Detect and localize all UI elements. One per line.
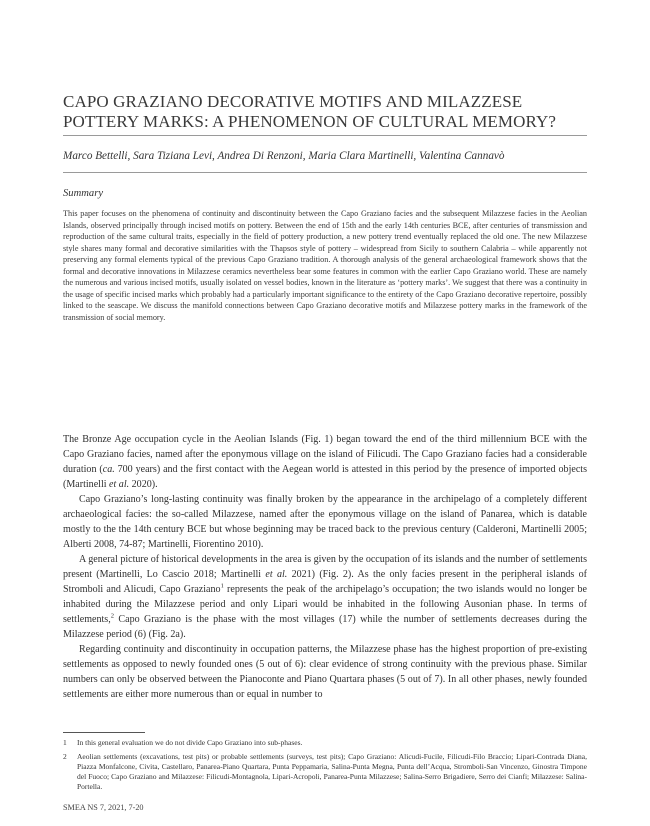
authors-rule [63, 172, 587, 173]
footnote-ref-1[interactable]: 1 [220, 582, 224, 590]
author-list: Marco Bettelli, Sara Tiziana Levi, Andrea Di Renzoni, Maria Clara Martinelli, Valentina Cannavò [63, 150, 505, 162]
footnote-number: 2 [63, 752, 67, 761]
summary-heading: Summary [63, 188, 104, 199]
footnote-ref-2[interactable]: 2 [110, 612, 114, 620]
paragraph-3: A general picture of historical developments in the area is given by the occupation of its islands and the number of settlements present (Martinelli, Lo Cascio 2018; Martinelli et al. 2021) (Fig. 2). As the only facies present in the peripheral islands of Stromboli and Alicudi, Capo Graziano$^1$ represents the peak of the archipelago’s occupation; the two islands would no longer be inhabited during the Milazzese period and only Lipari would be inhabited in the following Ausonian phase. In terms of settlements,$^2$ Capo Graziano is the phase with the most villages (17) while the number of settlements decreases during the Milazzese period (6) (Fig. 2a). [63, 554, 587, 640]
footnote-number: 1 [63, 738, 67, 747]
paragraph-1: The Bronze Age occupation cycle in the Aeolian Islands (Fig. 1) began toward the end of the third millennium BCE with the Capo Graziano facies, named after the eponymous village on the island of Filicudi. The Capo Graziano facies had a considerable duration (ca. 700 years) and the first contact with the Aegean world is attested in this period by the presence of imported objects (Martinelli et al. 2020). [63, 434, 587, 490]
journal-citation: SMEA NS 7, 2021, 7-20 [63, 803, 144, 812]
footnote-text: Aeolian settlements (excavations, test pits) or probable settlements (surveys, test pits); Capo Graziano: Alicudi-Fucile, Filicudi-Filo Braccio; Lipari-Contrada Diana, Piazza Monfalcone, Civita, Castellaro, Panarea-Piano Quartara, Punta Peppamaria, Salina-Punta Megna, Punta dell’Acqua, Stromboli-San Vincenzo, Ginostra Timpone del Fuoco; Capo Graziano and Milazzese: Filicudi-Montagnola, Lipari-Acropoli, Panarea-Punta Milazzese; Salina-Serro Brigadiere, Serro dei Cianfi; Milazzese: Salina-Portella. [77, 752, 587, 791]
body-text [63, 432, 587, 702]
paragraph-2: Capo Graziano’s long-lasting continuity was finally broken by the appearance in the archipelago of a completely different archaeological facies: the so-called Milazzese, named after the eponymous village on the island of Panarea, which is datable mostly to the the 14th century BCE but whose beginning may be traced back to the previous century (Calderoni, Martinelli 2005; Alberti 2008, 74-87; Martinelli, Fiorentino 2010). [63, 494, 587, 550]
title-rule [63, 135, 587, 136]
paragraph-4: Regarding continuity and discontinuity in occupation patterns, the Milazzese phase has the highest proportion of pre-existing settlements as opposed to newly founded ones (5 out of 6): clear evidence of strong continuity with the previous phase. Similar numbers can only be observed between the Pianoconte and Piano Quartara phases (5 out of 7). In all other phases, newly founded settlements are either more numerous than or equal in number to [63, 644, 587, 700]
footnotes [63, 738, 587, 796]
summary-text: This paper focuses on the phenomena of continuity and discontinuity between the Capo Graziano facies and the subsequent Milazzese facies in the Aeolian Islands, observed principally through incised motifs on pottery. Between the end of 15th and the early 14th centuries BCE, after centuries of transmission and reproduction of the same cultural traits, especially in the field of pottery production, a new pottery trend eventually replaced the old one. The new Milazzese style shares many formal and decorative similarities with the Thapsos style of pottery – widespread from Sicily to southern Calabria – while apparently not preserving any formal elements typical of the previous Capo Graziano tradition. A thorough analysis of the general archaeological framework shows that the formal and decorative innovations in Milazzese ceramics nevertheless bear some features in common with the earlier Capo Graziano world. These are namely the numerous and various incised motifs, usually isolated on vessel bodies, known in the literature as ‘pottery marks’. We suggest that there was a continuity in the usage of specific incised marks which probably had a particularly important significance to the entirety of the Capo Graziano decorative repertoire, possibly linked to the seascape. We discuss the manifold connections between Capo Graziano decorative motifs and Milazzese pottery marks in the framework of the transmission of social memory. [63, 209, 587, 322]
footnote-2 [63, 752, 587, 792]
footnote-text: In this general evaluation we do not divide Capo Graziano into sub-phases. [77, 738, 303, 747]
article-title: CAPO GRAZIANO DECORATIVE MOTIFS AND MILAZZESE POTTERY MARKS: A PHENOMENON OF CULTURAL MEMORY? [63, 92, 557, 131]
footnote-1 [63, 738, 587, 748]
footnote-rule [63, 732, 145, 733]
